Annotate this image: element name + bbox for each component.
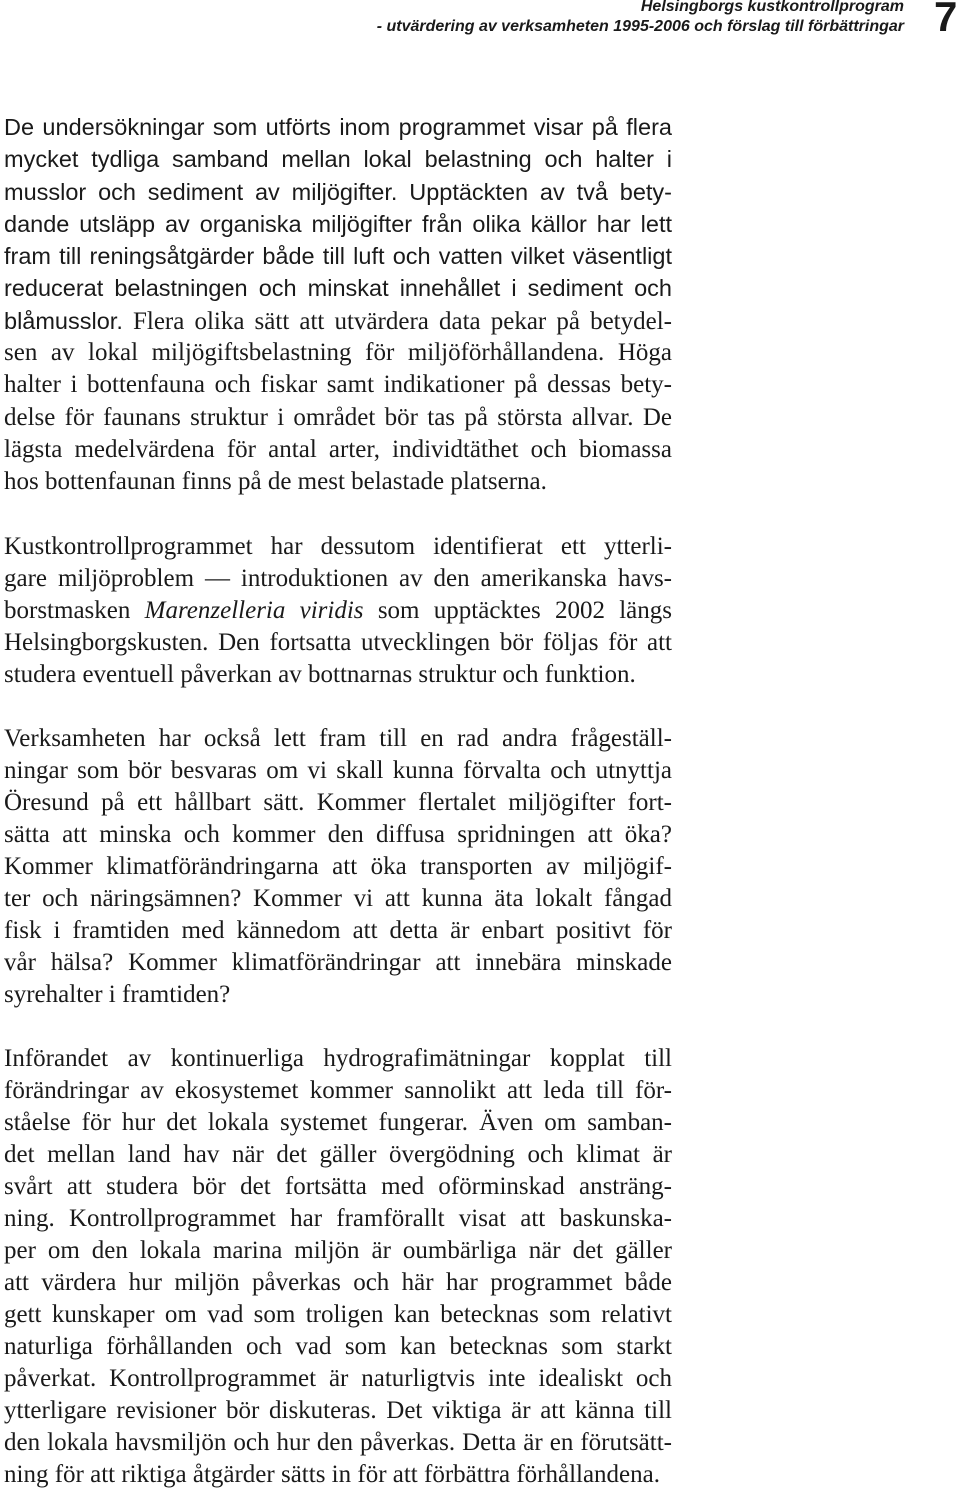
text-line: Kustkontrollprogrammet har dessutom identifierat ett ytterli- bbox=[4, 532, 672, 560]
text-line bbox=[4, 595, 672, 627]
body-paragraph bbox=[4, 111, 672, 499]
text-line: det mellan land hav när det gäller övergödning och klimat är bbox=[4, 1140, 672, 1168]
text-line: ter och näringsämnen? Kommer vi att kunna äta lokalt fångad bbox=[4, 884, 672, 912]
text-line: mycket tydliga samband mellan lokal belastning och halter i bbox=[4, 146, 672, 173]
text-line: Verksamheten har också lett fram till en rad andra frågeställ- bbox=[4, 724, 672, 752]
text-line: ståelse för hur det lokala systemet fungerar. Även om samban- bbox=[4, 1108, 672, 1136]
text-line: per om den lokala marina miljön är oumbärliga när det gäller bbox=[4, 1236, 672, 1264]
species-name: Marenzelleria viridis bbox=[144, 596, 364, 624]
text-line: lägsta medelvärdena för antal arter, individtäthet och biomassa bbox=[4, 435, 672, 463]
text-line: reducerat belastningen och minskat innehållet i sediment och bbox=[4, 275, 672, 302]
text-line: hos bottenfaunan finns på de mest belastade platserna. bbox=[4, 468, 547, 496]
text-line: gett kunskaper om vad som troligen kan betecknas som relativt bbox=[4, 1300, 672, 1328]
body-paragraph bbox=[4, 1043, 672, 1491]
text-line: ytterligare revisioner bör diskuteras. Det viktiga är att känna till bbox=[4, 1396, 672, 1424]
text-segment: borstmasken bbox=[4, 596, 145, 624]
publication-subtitle: - utvärdering av verksamheten 1995-2006 och förslag till förbättringar bbox=[376, 18, 904, 35]
text-segment: blåmusslor. bbox=[4, 307, 123, 334]
text-line: dande utsläpp av organiska miljögifter från olika källor har lett bbox=[4, 210, 672, 237]
text-line: musslor och sediment av miljögifter. Upptäckten av två bety- bbox=[4, 178, 672, 205]
text-line: vår hälsa? Kommer klimatförändringar att innebära minskade bbox=[4, 948, 672, 976]
text-segment: Flera olika sätt att utvärdera data pekar på betydel- bbox=[122, 307, 672, 335]
running-header-text bbox=[377, 0, 904, 37]
text-line: halter i bottenfauna och fiskar samt indikationer på dessas bety- bbox=[4, 371, 672, 399]
body-paragraph bbox=[4, 531, 672, 691]
text-line: Öresund på ett hållbart sätt. Kommer flertalet miljögifter fort- bbox=[4, 788, 672, 816]
body-text bbox=[4, 111, 672, 1491]
body-paragraph bbox=[4, 723, 672, 1011]
text-line: De undersökningar som utförts inom programmet visar på flera bbox=[4, 114, 672, 140]
text-line: att värdera hur miljön påverkas och här har programmet både bbox=[4, 1268, 672, 1296]
text-line: Helsingborgskusten. Den fortsatta utvecklingen bör följas för att bbox=[4, 628, 672, 656]
text-line: sätta att minska och kommer den diffusa spridningen att öka? bbox=[4, 820, 672, 848]
text-line: fisk i framtiden med kännedom att detta är enbart positivt för bbox=[4, 916, 672, 944]
text-line: ning. Kontrollprogrammet har framförallt visat att baskunska- bbox=[4, 1204, 672, 1232]
text-line: ningar som bör besvaras om vi skall kunna förvalta och utnyttja bbox=[4, 756, 672, 784]
text-line bbox=[4, 305, 672, 337]
text-line: Införandet av kontinuerliga hydrografimätningar kopplat till bbox=[4, 1044, 672, 1072]
text-line: den lokala havsmiljön och hur den påverkas. Detta är en förutsätt- bbox=[4, 1428, 672, 1456]
text-line: syrehalter i framtiden? bbox=[4, 980, 231, 1008]
text-line: ning för att riktiga åtgärder sätts in för att förbättra förhållandena. bbox=[4, 1460, 660, 1488]
text-line: studera eventuell påverkan av bottnarnas struktur och funktion. bbox=[4, 660, 636, 688]
text-segment: som upptäcktes 2002 längs bbox=[363, 596, 672, 624]
running-header bbox=[0, 0, 960, 40]
text-line: fram till reningsåtgärder både till luft och vatten vilket väsentligt bbox=[4, 243, 672, 270]
text-line: gare miljöproblem — introduktionen av den amerikanska havs- bbox=[4, 564, 672, 592]
text-line: svårt att studera bör det fortsätta med oförminskad ansträng- bbox=[4, 1172, 672, 1200]
page-number: 7 bbox=[934, 0, 958, 40]
text-line: sen av lokal miljögiftsbelastning för miljöförhållandena. Höga bbox=[4, 339, 672, 367]
publication-title: Helsingborgs kustkontrollprogram bbox=[640, 0, 904, 15]
text-line: Kommer klimatförändringarna att öka transporten av miljögif- bbox=[4, 852, 672, 880]
text-line: naturliga förhållanden och vad som kan betecknas som starkt bbox=[4, 1332, 672, 1360]
text-line: förändringar av ekosystemet kommer sannolikt att leda till för- bbox=[4, 1076, 672, 1104]
text-line: delse för faunans struktur i området bör tas på största allvar. De bbox=[4, 403, 672, 431]
text-line: påverkat. Kontrollprogrammet är naturligtvis inte idealiskt och bbox=[4, 1364, 672, 1392]
